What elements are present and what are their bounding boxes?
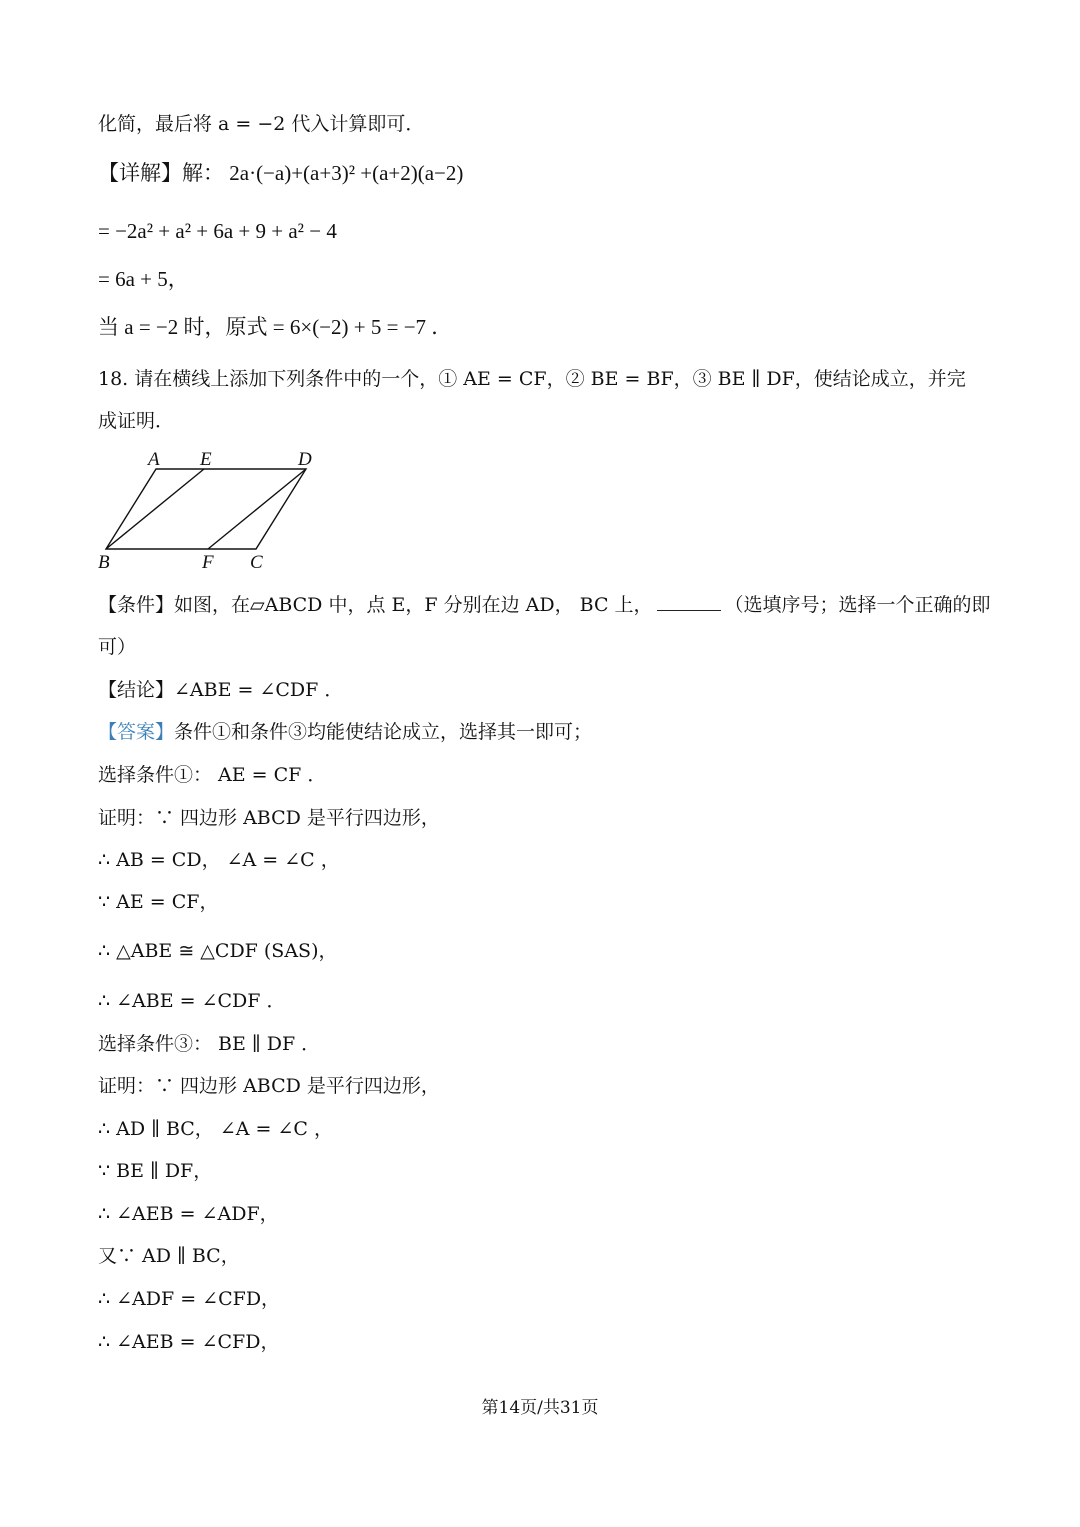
conclusion-line: 【结论】∠ABE = ∠CDF ． xyxy=(98,679,344,701)
proof-line: ∴ ∠ADF = ∠CFD， xyxy=(98,1288,281,1310)
label-c: C xyxy=(250,552,263,573)
proof-line: ∴ ∠ABE = ∠CDF ． xyxy=(98,990,286,1012)
label-d: D xyxy=(298,449,312,470)
proof-line: ∴ AB = CD， ∠A = ∠C ， xyxy=(98,849,340,871)
question-18-text: 18. 请在横线上添加下列条件中的一个，① AE = CF，② BE = BF，③ BE ∥ DF，使结论成立，并完 xyxy=(98,368,966,390)
solution-line: 【详解】解： 2a·(−a)+(a+3)² +(a+2)(a−2) xyxy=(98,161,464,185)
proof-line: 选择条件①： AE = CF ． xyxy=(98,764,327,786)
condition-line-cont: 可） xyxy=(98,636,137,658)
answer-line xyxy=(98,719,982,745)
proof-line: 证明：∵ 四边形 ABCD 是平行四边形， xyxy=(98,807,440,829)
condition-text-after: （选填序号；选择一个正确的即 xyxy=(724,594,991,616)
label-b: B xyxy=(98,552,110,573)
label-f: F xyxy=(202,552,214,573)
proof-line: ∴ ∠AEB = ∠ADF， xyxy=(98,1203,279,1225)
proof-line: ∵ AE = CF， xyxy=(98,891,219,913)
proof-line: 选择条件③： BE ∥ DF ． xyxy=(98,1033,321,1055)
proof-line: ∴ AD ∥ BC， ∠A = ∠C ， xyxy=(98,1118,333,1140)
text-line-simplify: 化简，最后将 a = −2 代入计算即可． xyxy=(98,113,425,135)
proof-line: ∴ ∠AEB = ∠CFD， xyxy=(98,1331,280,1353)
condition-text: 【条件】如图，在▱ABCD 中，点 E，F 分别在边 AD， BC 上， xyxy=(98,594,653,616)
page-footer: 第14页/共31页 xyxy=(481,1398,599,1418)
proof-line: ∴ △ABE ≅ △CDF (SAS)， xyxy=(98,940,338,962)
question-18-text-cont: 成证明． xyxy=(98,410,175,432)
label-e: E xyxy=(200,449,212,470)
answer-tag: 【答案】 xyxy=(98,721,175,743)
proof-line: ∵ BE ∥ DF， xyxy=(98,1160,213,1182)
proof-line: 证明：∵ 四边形 ABCD 是平行四边形， xyxy=(98,1075,440,1097)
segment-df xyxy=(208,469,306,549)
answer-blank xyxy=(657,592,721,611)
proof-line: 又∵ AD ∥ BC， xyxy=(98,1245,240,1267)
condition-line xyxy=(98,592,991,618)
segment-be xyxy=(106,469,204,549)
equation-step-1: = −2a² + a² + 6a + 9 + a² − 4 xyxy=(98,219,337,243)
equation-step-2: = 6a + 5， xyxy=(98,267,189,291)
parallelogram-figure xyxy=(96,446,326,576)
parallelogram-abcd xyxy=(106,469,306,549)
label-a: A xyxy=(148,449,160,470)
answer-text: 条件①和条件③均能使结论成立，选择其一即可； xyxy=(174,721,593,743)
substitution-line: 当 a = −2 时，原式 = 6×(−2) + 5 = −7 ． xyxy=(98,315,453,339)
